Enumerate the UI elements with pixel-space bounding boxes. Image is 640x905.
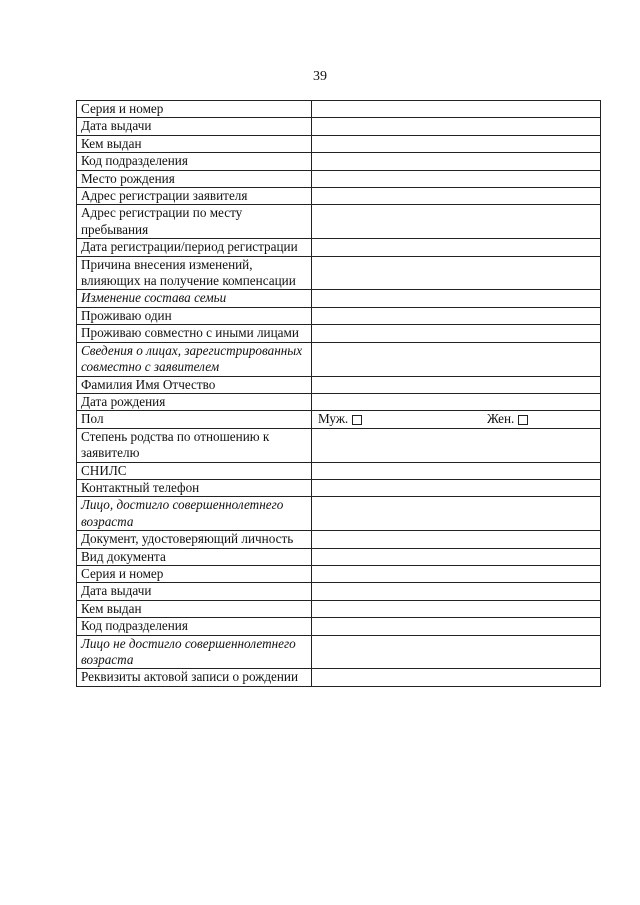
form-row (77, 428, 601, 462)
field-value-input[interactable] (312, 600, 601, 617)
field-label: Вид документа (77, 548, 312, 565)
field-value-input[interactable] (312, 376, 601, 393)
field-label: Проживаю один (77, 307, 312, 324)
form-row (77, 548, 601, 565)
field-value-input[interactable] (312, 239, 601, 256)
form-row (77, 497, 601, 531)
field-value-input[interactable] (312, 635, 601, 669)
gender-field (312, 411, 601, 428)
field-label: Документ, удостоверяющий личность (77, 531, 312, 548)
field-value-input[interactable] (312, 669, 601, 686)
field-value-input[interactable] (312, 428, 601, 462)
field-value-input[interactable] (312, 393, 601, 410)
gender-female-option[interactable] (487, 411, 528, 427)
application-form-table (76, 100, 601, 687)
field-label: Дата регистрации/период регистрации (77, 239, 312, 256)
field-value-input[interactable] (312, 170, 601, 187)
form-row (77, 256, 601, 290)
field-value-input[interactable] (312, 256, 601, 290)
field-value-input[interactable] (312, 548, 601, 565)
field-label: Реквизиты актовой записи о рождении (77, 669, 312, 686)
field-label: Адрес регистрации заявителя (77, 188, 312, 205)
field-label: Место рождения (77, 170, 312, 187)
field-value-input[interactable] (312, 479, 601, 496)
form-row (77, 307, 601, 324)
field-value-input[interactable] (312, 153, 601, 170)
field-label: Пол (77, 411, 312, 428)
field-label: Причина внесения изменений, влияющих на получение компенсации (77, 256, 312, 290)
form-row (77, 669, 601, 686)
page-number: 39 (313, 69, 327, 84)
form-row (77, 565, 601, 582)
field-label: Проживаю совместно с иными лицами (77, 325, 312, 342)
form-row (77, 618, 601, 635)
field-value-input[interactable] (312, 462, 601, 479)
field-value-input[interactable] (312, 205, 601, 239)
form-row (77, 411, 601, 428)
form-row (77, 170, 601, 187)
gender-female-checkbox[interactable] (518, 415, 528, 425)
field-label: СНИЛС (77, 462, 312, 479)
form-row (77, 531, 601, 548)
field-value-input[interactable] (312, 188, 601, 205)
field-value-input[interactable] (312, 307, 601, 324)
field-value-input[interactable] (312, 565, 601, 582)
field-value-input[interactable] (312, 618, 601, 635)
form-row (77, 188, 601, 205)
form-row (77, 462, 601, 479)
form-row (77, 393, 601, 410)
field-value-input[interactable] (312, 135, 601, 152)
gender-male-option[interactable] (318, 411, 362, 427)
form-row (77, 239, 601, 256)
form-row (77, 376, 601, 393)
field-label: Фамилия Имя Отчество (77, 376, 312, 393)
form-row (77, 635, 601, 669)
field-label: Контактный телефон (77, 479, 312, 496)
gender-male-checkbox[interactable] (352, 415, 362, 425)
form-row (77, 290, 601, 307)
field-value-input[interactable] (312, 497, 601, 531)
gender-female-label: Жен. (487, 411, 515, 427)
form-row (77, 101, 601, 118)
field-label: Код подразделения (77, 153, 312, 170)
form-row (77, 583, 601, 600)
field-value-input[interactable] (312, 325, 601, 342)
field-value-input[interactable] (312, 531, 601, 548)
form-row (77, 325, 601, 342)
form-row (77, 118, 601, 135)
form-row (77, 342, 601, 376)
form-row (77, 479, 601, 496)
field-label: Код подразделения (77, 618, 312, 635)
field-label: Сведения о лицах, зарегистрированных совместно с заявителем (77, 342, 312, 376)
field-value-input[interactable] (312, 290, 601, 307)
form-row (77, 205, 601, 239)
field-value-input[interactable] (312, 342, 601, 376)
field-label: Дата выдачи (77, 583, 312, 600)
field-label: Дата выдачи (77, 118, 312, 135)
field-label: Лицо, достигло совершеннолетнего возраста (77, 497, 312, 531)
field-label: Кем выдан (77, 600, 312, 617)
field-label: Лицо не достигло совершеннолетнего возраста (77, 635, 312, 669)
field-label: Серия и номер (77, 565, 312, 582)
form-row (77, 135, 601, 152)
field-label: Серия и номер (77, 101, 312, 118)
form-row (77, 153, 601, 170)
field-value-input[interactable] (312, 583, 601, 600)
form-row (77, 600, 601, 617)
field-label: Кем выдан (77, 135, 312, 152)
field-value-input[interactable] (312, 101, 601, 118)
field-label: Изменение состава семьи (77, 290, 312, 307)
field-label: Степень родства по отношению к заявителю (77, 428, 312, 462)
field-value-input[interactable] (312, 118, 601, 135)
field-label: Адрес регистрации по месту пребывания (77, 205, 312, 239)
field-label: Дата рождения (77, 393, 312, 410)
gender-male-label: Муж. (318, 411, 349, 427)
